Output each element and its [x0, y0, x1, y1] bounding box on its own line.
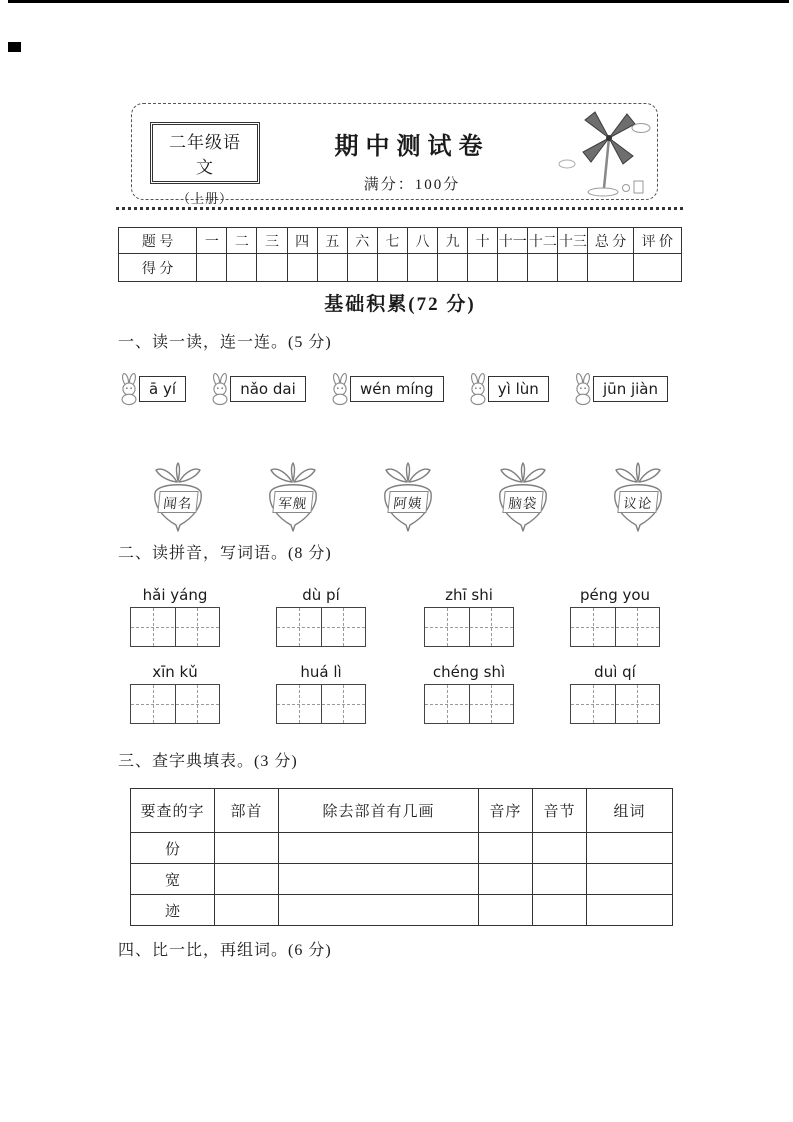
writing-cell [571, 685, 615, 723]
dict-empty-cell [279, 895, 479, 926]
rabbit-icon [465, 372, 491, 406]
word-label: 议论 [617, 491, 658, 513]
cloud-icon [632, 124, 650, 133]
writing-grid [570, 607, 660, 647]
pinyin-label: zhī shi [445, 586, 493, 604]
writing-cell [425, 608, 469, 646]
score-header-cell: 八 [407, 228, 437, 254]
dict-empty-cell [215, 833, 279, 864]
write-group [276, 585, 366, 647]
write-group [570, 585, 660, 647]
dict-empty-cell [279, 864, 479, 895]
grade-block [150, 122, 260, 207]
pinyin-label: péng you [579, 586, 651, 604]
rabbit-icon [570, 372, 596, 406]
score-cell [317, 254, 347, 282]
q1-title: 一、读一读，连一连。(5 分) [118, 334, 332, 351]
dict-empty-cell [479, 833, 533, 864]
writing-cell [425, 685, 469, 723]
score-cell [438, 254, 468, 282]
score-cell [558, 254, 588, 282]
scan-artifact-topline [8, 0, 789, 3]
dict-empty-cell [533, 833, 587, 864]
pinyin-label: chéng shì [432, 663, 506, 681]
dict-header-cell: 音序 [479, 789, 533, 833]
write-group [276, 662, 366, 724]
windmill-illustration [533, 108, 653, 200]
pinyin-label: huá lì [300, 663, 342, 681]
score-cell [498, 254, 528, 282]
writing-cell [131, 685, 175, 723]
radish-word-item [142, 462, 214, 534]
pinyin-item [570, 372, 668, 406]
section-title: 基础积累(72 分) [324, 294, 476, 315]
paper-title: 期中测试卷 [334, 134, 490, 160]
dict-header-cell: 部首 [215, 789, 279, 833]
dict-header-row [131, 789, 673, 833]
dictionary-table [130, 788, 673, 926]
score-header-cell: 十一 [498, 228, 528, 254]
rabbit-icon [207, 372, 233, 406]
writing-grid [130, 607, 220, 647]
score-row-label: 得 分 [119, 254, 197, 282]
score-table-score-row [119, 254, 682, 282]
score-cell [287, 254, 317, 282]
dict-header-cell: 组词 [587, 789, 673, 833]
rabbit-icon [116, 372, 142, 406]
score-table [118, 227, 682, 282]
writing-cell [131, 608, 175, 646]
radish-word-item [257, 462, 329, 534]
figure-illustration [634, 181, 643, 193]
score-header-cell: 五 [317, 228, 347, 254]
score-cell [227, 254, 257, 282]
dict-header-cell: 除去部首有几画 [279, 789, 479, 833]
writing-grid [570, 684, 660, 724]
pinyin-item [207, 372, 306, 406]
writing-cell [469, 685, 514, 723]
pinyin-item [116, 372, 186, 406]
pinyin-item [465, 372, 549, 406]
dict-empty-cell [479, 895, 533, 926]
q4-title: 四、比一比，再组词。(6 分) [118, 942, 332, 959]
dict-row [131, 895, 673, 926]
dict-empty-cell [215, 895, 279, 926]
writing-grid [424, 684, 514, 724]
word-label: 闻名 [157, 491, 198, 513]
volume-label: （上册） [176, 191, 233, 206]
paper-header [131, 103, 658, 206]
writing-cell [615, 685, 660, 723]
score-cell [257, 254, 287, 282]
windmill-hub [606, 135, 612, 141]
write-group [130, 662, 220, 724]
dict-header-cell: 要查的字 [131, 789, 215, 833]
writing-grid [130, 684, 220, 724]
dict-empty-cell [215, 864, 279, 895]
writing-cell [175, 685, 220, 723]
dict-empty-cell [587, 895, 673, 926]
scan-artifact-mark [8, 42, 21, 52]
score-cell [528, 254, 558, 282]
score-header-cell: 三 [257, 228, 287, 254]
score-header-cell: 十 [468, 228, 498, 254]
cloud-icon [559, 160, 575, 168]
writing-cell [571, 608, 615, 646]
score-header-cell: 十二 [528, 228, 558, 254]
radish-word-item [602, 462, 674, 534]
score-header-cell: 六 [347, 228, 377, 254]
q1-word-row [142, 462, 674, 534]
pinyin-box: jūn jiàn [593, 376, 668, 402]
pinyin-label: hǎi yáng [142, 586, 208, 604]
dict-empty-cell [479, 864, 533, 895]
score-cell [377, 254, 407, 282]
dict-row [131, 864, 673, 895]
writing-cell [321, 608, 366, 646]
q3-title: 三、查字典填表。(3 分) [118, 753, 298, 770]
q2-title: 二、读拼音，写词语。(8 分) [118, 545, 332, 562]
pinyin-label: duì qí [594, 663, 636, 681]
full-score-label: 满分：100分 [363, 177, 461, 193]
pinyin-box: nǎo dai [230, 376, 306, 402]
write-group [424, 662, 514, 724]
score-header-cell: 四 [287, 228, 317, 254]
pinyin-label: dù pí [302, 586, 340, 604]
writing-grid [424, 607, 514, 647]
score-header-cell: 七 [377, 228, 407, 254]
score-header-cell: 评 价 [633, 228, 681, 254]
dict-empty-cell [587, 864, 673, 895]
score-cell [347, 254, 377, 282]
ground-illustration [588, 188, 618, 196]
word-label: 军舰 [272, 491, 313, 513]
writing-grid [276, 684, 366, 724]
q1-pinyin-row [116, 372, 668, 406]
dict-empty-cell [587, 833, 673, 864]
writing-cell [469, 608, 514, 646]
dict-character-cell: 宽 [131, 864, 215, 895]
dotted-separator [116, 207, 683, 210]
word-label: 脑袋 [502, 491, 543, 513]
pinyin-box: ā yí [139, 376, 186, 402]
writing-cell [175, 608, 220, 646]
writing-cell [615, 608, 660, 646]
dict-empty-cell [533, 895, 587, 926]
score-header-cell: 题 号 [119, 228, 197, 254]
writing-cell [321, 685, 366, 723]
score-cell [407, 254, 437, 282]
score-cell [468, 254, 498, 282]
writing-cell [277, 685, 321, 723]
score-cell [588, 254, 633, 282]
pinyin-label: xīn kǔ [152, 663, 198, 681]
figure-illustration [623, 185, 630, 192]
score-header-cell: 一 [197, 228, 227, 254]
word-label: 阿姨 [387, 491, 428, 513]
score-header-cell: 十三 [558, 228, 588, 254]
score-header-cell: 总 分 [588, 228, 633, 254]
grade-label: 二年级语文 [150, 122, 260, 184]
write-group [424, 585, 514, 647]
dict-character-cell: 份 [131, 833, 215, 864]
dict-header-cell: 音节 [533, 789, 587, 833]
score-table-header-row [119, 228, 682, 254]
title-block [282, 104, 542, 194]
dict-row [131, 833, 673, 864]
writing-grid [276, 607, 366, 647]
score-header-cell: 二 [227, 228, 257, 254]
score-header-cell: 九 [438, 228, 468, 254]
pinyin-box: yì lùn [488, 376, 549, 402]
score-cell [633, 254, 681, 282]
write-group [570, 662, 660, 724]
radish-word-item [487, 462, 559, 534]
pinyin-item [327, 372, 444, 406]
score-cell [197, 254, 227, 282]
rabbit-icon [327, 372, 353, 406]
dict-empty-cell [279, 833, 479, 864]
radish-word-item [372, 462, 444, 534]
writing-cell [277, 608, 321, 646]
dict-character-cell: 迹 [131, 895, 215, 926]
write-group [130, 585, 220, 647]
pinyin-box: wén míng [350, 376, 444, 402]
dict-empty-cell [533, 864, 587, 895]
